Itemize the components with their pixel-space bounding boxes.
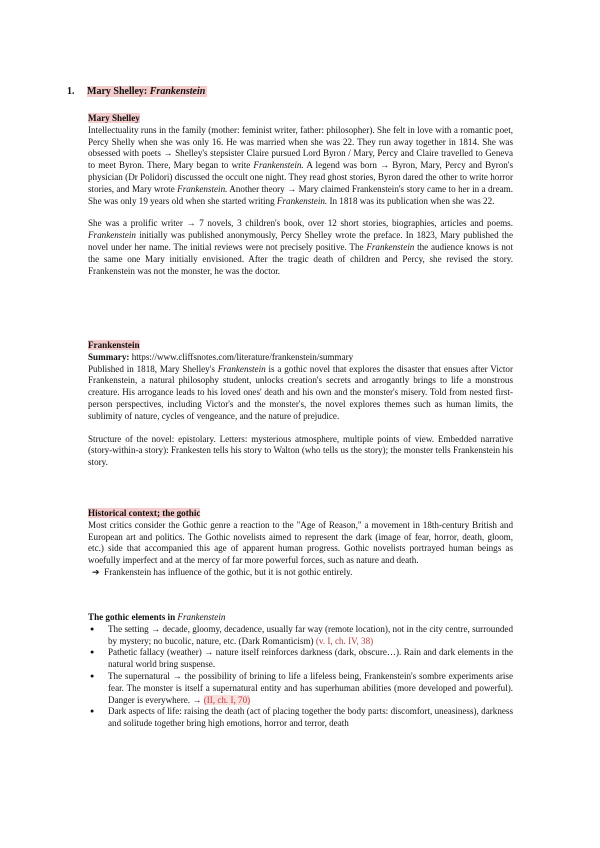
paragraph-mary-1: Intellectuality runs in the family (mother: feminist writer, father: philosopher). She felt in love with a romantic poet, Percy Shelly when she was only 16. He was married when she was 22. They run away together in 1814. She was obsessed with poets → Shelley's stepsister Claire pursued Lord Byron / Mary, Percy and Claire travelled to Geneva to meet Byron. There, Mary began to write Frankenstein. A legend was born → Byron, Mary, Percy and Byron's physician (Dr Polidori) discussed the occult one night. They read ghost stories, Byron dared the other to write horror stories, and Mary wrote Frankenstein. Another theory → Mary claimed Frankenstein's story came to her in a dream. She was only 19 years old when she started writing Frankenstein. In 1818 was its publication when she was 22. xyxy=(88,124,514,206)
heading-number: 1. xyxy=(67,86,75,97)
section-gothic-elements xyxy=(88,612,513,730)
paragraph-frank-1: Published in 1818, Mary Shelley's Frankenstein is a gothic novel that explores the disaster that ensues after Victor Frankenstein, a natural philosophy student, unlocks creation's secrets and arrogantly brings to life a monstrous creature. His arrogance leads to his loved ones' death and his own and the monster's misery. Told from nested first-person perspectives, including Victor's and the monster's, the novel explores themes such as human limits, the sublimity of nature, cycles of vengeance, and the nature of prejudice. xyxy=(88,363,513,421)
list-item: ● The supernatural → the possibility of brining to life a lifeless being, Frankenstein's sombre experiments arise fear. The monster is itself a supernatural entity and has superhuman abilities (more developed and powerful). Danger is everywhere. → (II, ch. I, 70) xyxy=(88,671,513,706)
summary-link[interactable]: https://www.cliffsnotes.com/literature/frankenstein/summary xyxy=(131,351,354,362)
section-title-mary: Mary Shelley xyxy=(88,113,140,123)
heading-title: Frankenstein xyxy=(149,86,206,97)
heading-author: Mary Shelley: xyxy=(87,86,150,97)
list-item: ● Pathetic fallacy (weather) → nature itself reinforces darkness (dark, obscure…). Rain and dark elements in the natural world bring suspense. xyxy=(88,647,513,671)
summary-line: Summary: https://www.cliffsnotes.com/literature/frankenstein/summary xyxy=(88,351,354,362)
paragraph-mary-2: She was a prolific writer → 7 novels, 3 children's book, over 12 short stories, biographies, articles and poems. Frankenstein initially was published anonymously, Percy Shelley wrote the preface. In 1823, Mary published the novel under her name. The initial reviews were not precisely positive. The Frankenstein the audience knows is not the same one Mary initially envisioned. After the tragic death of children and Percy, she revised the story. Frankenstein was not the monster, he was the doctor. xyxy=(88,218,514,276)
section-historical xyxy=(88,508,513,579)
section-title-gothic-elements: The gothic elements in Frankenstein xyxy=(88,612,226,622)
section-mary-shelley xyxy=(88,113,513,277)
heading-highlight xyxy=(87,86,207,97)
main-heading xyxy=(67,85,207,98)
section-frankenstein xyxy=(88,340,513,469)
arrow-icon: ➔ xyxy=(92,566,105,577)
paragraph-frank-2: Structure of the novel: epistolary. Letters: mysterious atmosphere, multiple points of view. Embedded narrative (story-within-a story): Frankesten tells his story to Walton (who tells us the story); the monster tells Frankenstein his story. xyxy=(88,433,513,468)
arrow-item: ➔ Frankenstein has influence of the gothic, but it is not gothic entirely. xyxy=(92,566,353,577)
reference-citation: (II, ch. I, 70) xyxy=(203,694,251,705)
gothic-elements-list xyxy=(88,624,513,730)
reference-citation: (v. I, ch. IV, 38) xyxy=(315,635,374,646)
section-title-historical: Historical context; the gothic xyxy=(88,508,201,518)
paragraph-hist-1: Most critics consider the Gothic genre a reaction to the "Age of Reason," a movement in 18th-century British and European art and politics. The Gothic novelists aimed to represent the dark (image of fear, horror, death, gloom, etc.) side that accompanied this age of apparent human progress. Gothic novelists portrayed human beings as woefully imperfect and at the mercy of far more powerful forces, such as nature and death. xyxy=(88,519,513,566)
list-item: ● Dark aspects of life: raising the death (act of placing together the body parts: discomfort, uneasiness), darkness and solitude together bring high emotions, horror and terror, death xyxy=(88,706,513,730)
section-title-frankenstein: Frankenstein xyxy=(88,340,140,350)
list-item: ● The setting → decade, gloomy, decadence, usually far way (remote location), not in the city centre, surrounded by mystery; no bucolic, nature, etc. (Dark Romanticism) (v. I, ch. IV, 38) xyxy=(88,624,513,648)
